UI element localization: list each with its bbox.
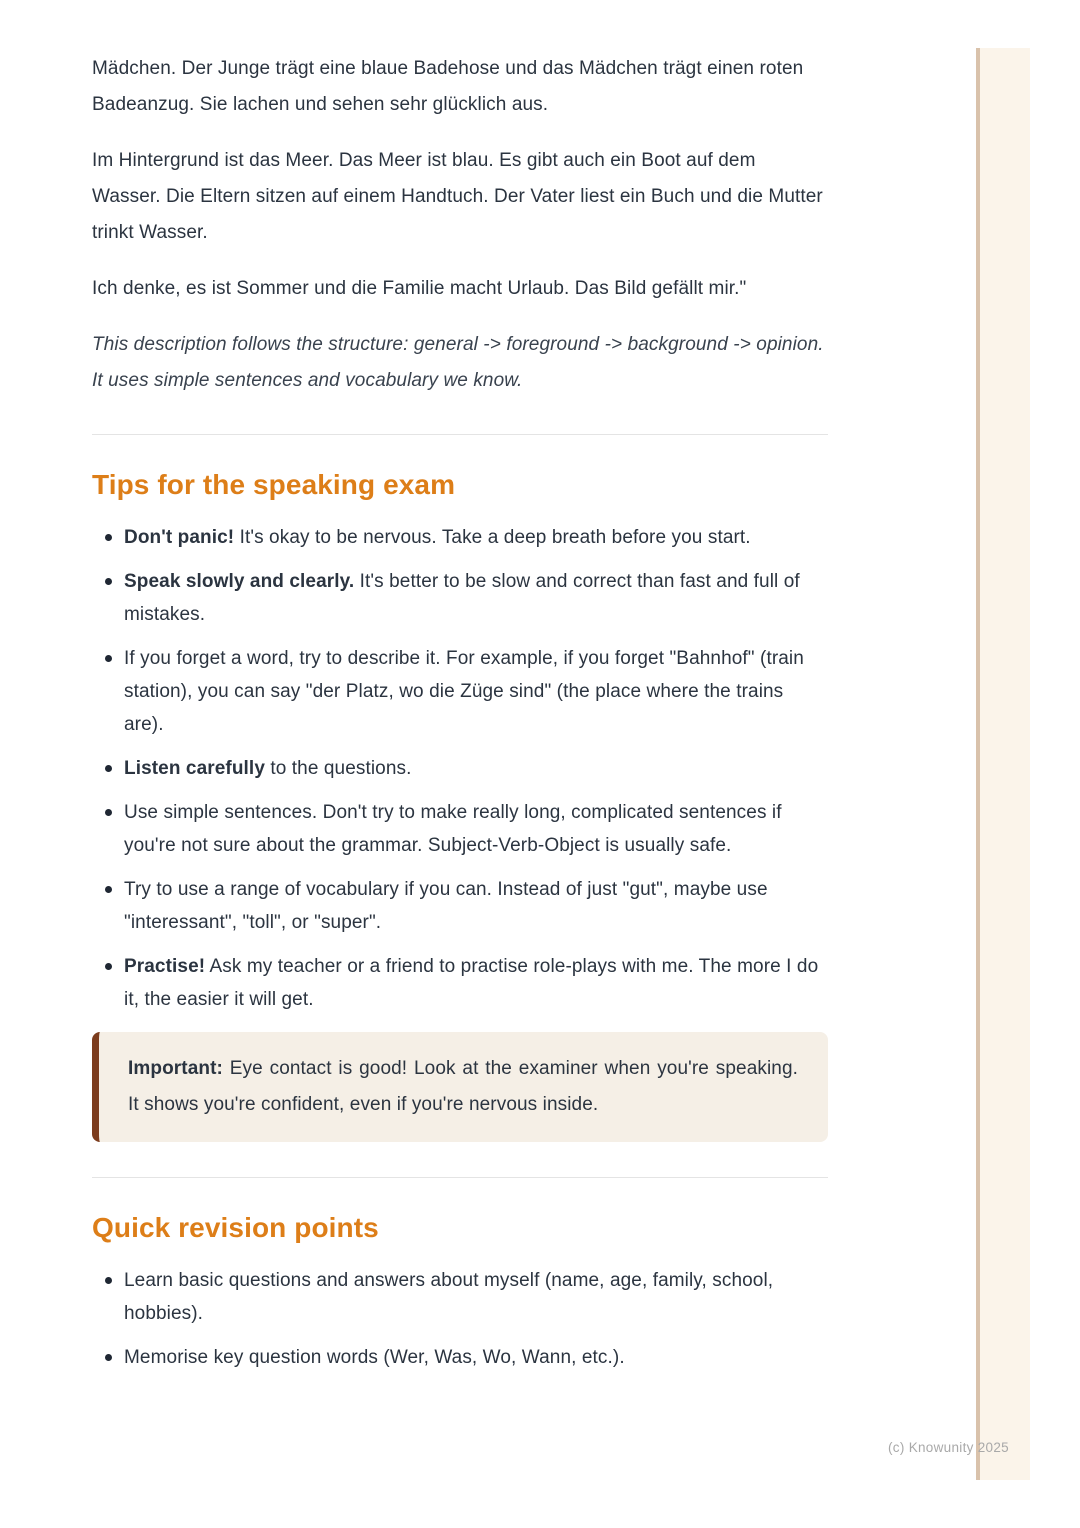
list-item-lead: Listen carefully (124, 758, 265, 779)
list-item (92, 950, 828, 1016)
callout-text: Eye contact is good! Look at the examiner when you're speaking. It shows you're confident, even if you're nervous inside. (128, 1058, 798, 1115)
section-divider (92, 434, 828, 435)
list-item (92, 873, 828, 939)
list-item-text: Use simple sentences. Don't try to make really long, complicated sentences if you're not sure about the grammar. Subject-Verb-Object is usually safe. (124, 802, 782, 856)
paragraph-german-3: Ich denke, es ist Sommer und die Familie macht Urlaub. Das Bild gefällt mir." (92, 278, 747, 299)
structure-note: This description follows the structure: general -> foreground -> background -> opinion. It uses simple sentences and vocabulary we know. (92, 334, 824, 391)
revision-list (92, 1264, 828, 1374)
section-divider (92, 1177, 828, 1178)
list-item (92, 642, 828, 741)
list-item (92, 565, 828, 631)
list-item (92, 1264, 828, 1330)
list-item-text: It's okay to be nervous. Take a deep breath before you start. (234, 527, 751, 548)
list-item-lead: Speak slowly and clearly. (124, 571, 355, 592)
list-item-lead: Don't panic! (124, 527, 235, 548)
list-item-text: It's better to be slow and correct than fast and full of mistakes. (124, 571, 800, 625)
callout-lead: Important: (128, 1058, 223, 1079)
tips-list (92, 521, 828, 1016)
list-item (92, 752, 828, 785)
list-item-text: If you forget a word, try to describe it. For example, if you forget "Bahnhof" (train station), you can say "der Platz, wo die Züge sind" (the place where the trains are). (124, 648, 804, 735)
copyright-watermark: (c) Knowunity 2025 (888, 1440, 1009, 1455)
list-item-text: Try to use a range of vocabulary if you can. Instead of just "gut", maybe use "interessant", "toll", or "super". (124, 879, 768, 933)
list-item (92, 1341, 828, 1374)
list-item-lead: Practise! (124, 956, 206, 977)
section-heading-revision: Quick revision points (92, 1212, 379, 1243)
list-item-text: Ask my teacher or a friend to practise role-plays with me. The more I do it, the easier it will get. (124, 956, 819, 1010)
list-item-text: Memorise key question words (Wer, Was, Wo, Wann, etc.). (124, 1347, 625, 1368)
paragraph-german-2: Im Hintergrund ist das Meer. Das Meer ist blau. Es gibt auch ein Boot auf dem Wasser. Die Eltern sitzen auf einem Handtuch. Der Vater liest ein Buch und die Mutter trinkt Wasser. (92, 150, 823, 243)
list-item (92, 796, 828, 862)
list-item-text: to the questions. (264, 758, 412, 779)
list-item (92, 521, 828, 554)
important-callout (92, 1032, 828, 1142)
document-content (92, 0, 828, 1385)
list-item-text: Learn basic questions and answers about myself (name, age, family, school, hobbies). (124, 1270, 774, 1324)
page-edge-strip (976, 48, 1030, 1480)
paragraph-german-1: Mädchen. Der Junge trägt eine blaue Badehose und das Mädchen trägt einen roten Badeanzug. Sie lachen und sehen sehr glücklich aus. (92, 58, 804, 115)
section-heading-tips: Tips for the speaking exam (92, 469, 456, 500)
